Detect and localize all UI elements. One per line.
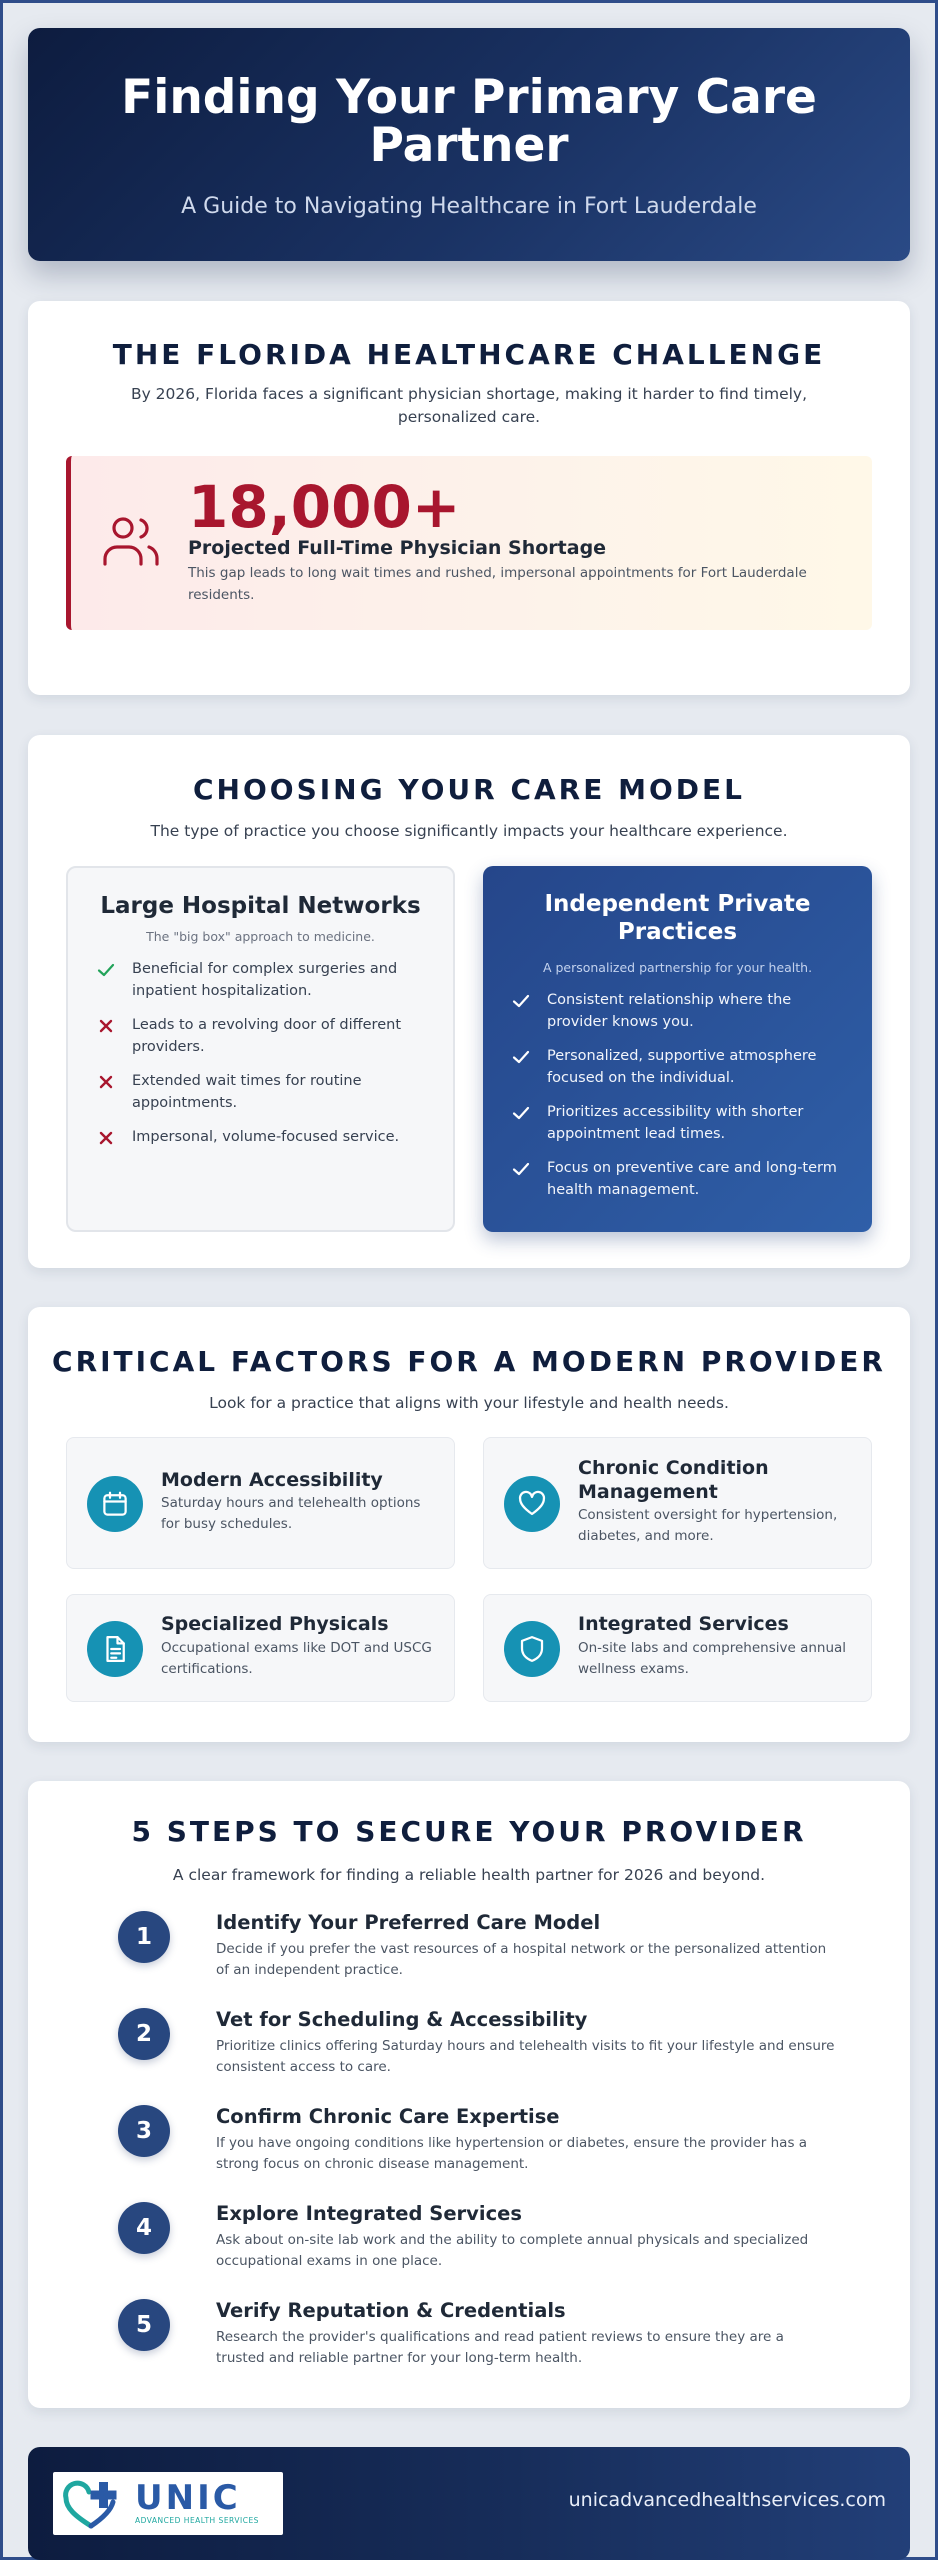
card-title: Large Hospital Networks <box>100 893 421 919</box>
step-number-badge: 3 <box>118 2105 170 2157</box>
section-subtitle: By 2026, Florida faces a significant physician shortage, making it harder to find timely, personalized care. <box>130 385 808 426</box>
check-icon <box>511 991 531 1011</box>
factor-title: Specialized Physicals <box>161 1613 389 1635</box>
list-item <box>96 1126 427 1148</box>
factor-card <box>483 1594 872 1702</box>
check-icon <box>511 1159 531 1179</box>
factor-title: Chronic Condition Management <box>578 1457 769 1503</box>
independent-practice-card <box>483 866 872 1232</box>
list-item-text: Beneficial for complex surgeries and inpatient hospitalization. <box>132 961 398 999</box>
list-item-text: Leads to a revolving door of different providers. <box>132 1017 402 1055</box>
step-title: Confirm Chronic Care Expertise <box>216 2105 560 2128</box>
hero-header <box>28 28 910 261</box>
factor-card <box>483 1437 872 1569</box>
step-number-badge: 5 <box>118 2299 170 2351</box>
section-title: THE FLORIDA HEALTHCARE CHALLENGE <box>112 338 826 371</box>
section-title: CHOOSING YOUR CARE MODEL <box>193 773 745 806</box>
step-description: Prioritize clinics offering Saturday hours and telehealth visits to fit your lifestyle and ensure consistent access to care. <box>216 2038 835 2075</box>
factor-icon-badge <box>87 1476 143 1532</box>
heart-icon <box>517 1489 547 1519</box>
section-title: 5 STEPS TO SECURE YOUR PROVIDER <box>131 1815 807 1848</box>
factors-section <box>28 1307 910 1742</box>
section-subtitle: A clear framework for finding a reliable health partner for 2026 and beyond. <box>172 1866 766 1884</box>
stat-value: 18,000+ <box>188 473 461 541</box>
large-hospital-card <box>66 866 455 1232</box>
card-title: Independent Private Practices <box>544 891 811 945</box>
section-subtitle: The type of practice you choose significantly impacts your healthcare experience. <box>150 822 788 840</box>
check-icon <box>511 1103 531 1123</box>
independent-practice-list <box>483 989 872 1201</box>
logo-tagline: ADVANCED HEALTH SERVICES <box>135 2516 259 2525</box>
large-hospital-list <box>68 958 453 1148</box>
section-subtitle: Look for a practice that aligns with your lifestyle and health needs. <box>209 1394 729 1412</box>
factor-description: Occupational exams like DOT and USCG certifications. <box>161 1640 432 1677</box>
challenge-section <box>28 301 910 695</box>
step-title: Vet for Scheduling & Accessibility <box>216 2008 588 2031</box>
list-item <box>96 958 427 1002</box>
infographic <box>28 28 910 2525</box>
page-title: Finding Your Primary Care Partner <box>121 70 817 173</box>
care-model-section <box>28 735 910 1268</box>
people-icon <box>99 512 163 572</box>
list-item <box>511 989 846 1033</box>
list-item <box>96 1014 427 1058</box>
factor-card <box>66 1594 455 1702</box>
x-icon <box>96 1016 116 1036</box>
list-item-text: Prioritizes accessibility with shorter appointment lead times. <box>547 1104 804 1142</box>
list-item <box>511 1157 846 1201</box>
steps-section <box>28 1781 910 2408</box>
list-item-text: Personalized, supportive atmosphere focused on the individual. <box>547 1048 817 1086</box>
company-logo[interactable] <box>53 2472 283 2535</box>
list-item <box>511 1045 846 1089</box>
list-item-text: Extended wait times for routine appointments. <box>132 1073 362 1111</box>
factor-icon-badge <box>87 1621 143 1677</box>
website-link[interactable]: unicadvancedhealthservices.com <box>568 2489 886 2511</box>
card-tagline: The "big box" approach to medicine. <box>146 929 375 944</box>
x-icon <box>96 1072 116 1092</box>
list-item <box>511 1101 846 1145</box>
step-title: Explore Integrated Services <box>216 2202 522 2225</box>
document-icon <box>100 1634 130 1664</box>
x-icon <box>96 1128 116 1148</box>
stat-description: This gap leads to long wait times and rushed, impersonal appointments for Fort Lauderdale residents. <box>188 565 807 603</box>
factor-title: Modern Accessibility <box>161 1469 383 1491</box>
list-item-text: Consistent relationship where the provider knows you. <box>547 992 792 1030</box>
section-title: CRITICAL FACTORS FOR A MODERN PROVIDER <box>52 1345 886 1378</box>
heart-cross-logo-icon <box>61 2478 129 2532</box>
factor-description: Saturday hours and telehealth options for busy schedules. <box>161 1495 421 1532</box>
step-description: Decide if you prefer the vast resources of a hospital network or the personalized attention of an independent practice. <box>216 1941 827 1978</box>
card-tagline: A personalized partnership for your health. <box>542 960 813 975</box>
stat-label: Projected Full-Time Physician Shortage <box>188 537 607 559</box>
step-title: Identify Your Preferred Care Model <box>216 1911 601 1934</box>
step-description: If you have ongoing conditions like hypertension or diabetes, ensure the provider has a strong focus on chronic disease management. <box>216 2135 808 2172</box>
list-item-text: Focus on preventive care and long-term health management. <box>547 1160 837 1198</box>
page-subtitle: A Guide to Navigating Healthcare in Fort Lauderdale <box>181 194 757 219</box>
factor-description: Consistent oversight for hypertension, diabetes, and more. <box>578 1507 838 1544</box>
list-item-text: Impersonal, volume-focused service. <box>132 1129 400 1145</box>
factor-icon-badge <box>504 1476 560 1532</box>
footer <box>28 2447 910 2560</box>
step-number-badge: 4 <box>118 2202 170 2254</box>
check-icon <box>96 960 116 980</box>
logo-wordmark: UNIC <box>135 2478 241 2518</box>
factor-icon-badge <box>504 1621 560 1677</box>
factor-description: On-site labs and comprehensive annual wellness exams. <box>578 1640 847 1677</box>
shield-icon <box>517 1634 547 1664</box>
calendar-icon <box>100 1489 130 1519</box>
list-item <box>96 1070 427 1114</box>
step-description: Ask about on-site lab work and the ability to complete annual physicals and specialized occupational exams in one place. <box>216 2232 809 2269</box>
step-title: Verify Reputation & Credentials <box>216 2299 566 2322</box>
step-number-badge: 2 <box>118 2008 170 2060</box>
shortage-stat-callout <box>66 456 872 630</box>
factor-card <box>66 1437 455 1569</box>
step-number-badge: 1 <box>118 1911 170 1963</box>
step-description: Research the provider's qualifications and read patient reviews to ensure they are a trusted and reliable partner for your long-term health. <box>216 2329 784 2366</box>
check-icon <box>511 1047 531 1067</box>
factor-title: Integrated Services <box>578 1613 789 1635</box>
